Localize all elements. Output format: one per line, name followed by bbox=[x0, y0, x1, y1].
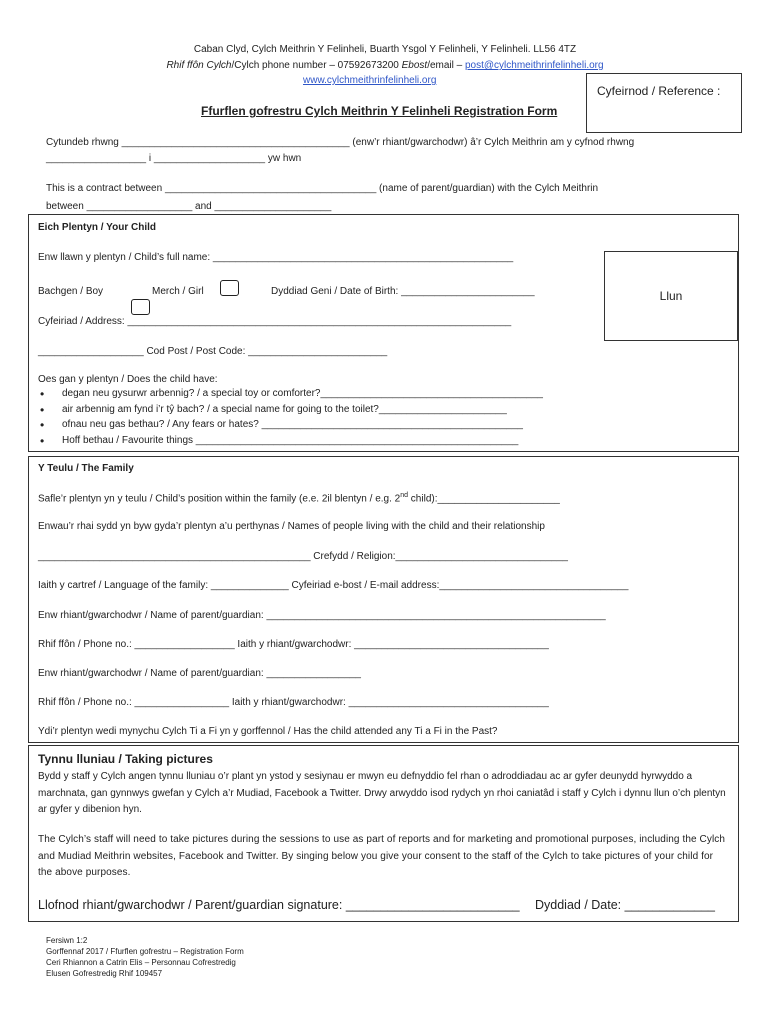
email-text: /email – bbox=[427, 60, 463, 71]
website-link[interactable]: www.cylchmeithrinfelinheli.org bbox=[303, 75, 437, 86]
parent-phone-2[interactable]: Rhif ffôn / Phone no.: _________________ Iaith y rhiant/gwarchodwr: ____________________________________ bbox=[38, 697, 549, 708]
signature-date-field[interactable]: Dyddiad / Date: _____________ bbox=[535, 898, 716, 912]
email-label: Ebost bbox=[401, 60, 428, 71]
contract-line-3: This is a contract between ______________________________________ (name of parent/guardian) with the Cylch Meithrin bbox=[46, 183, 599, 194]
pictures-welsh-text: Bydd y staff y Cylch angen tynnu lluniau o’r plant yn ystod y sesiynau er mwyn eu defnyddio fel rhan o adroddiadau ac ar gyfer deunydd hyrwyddo a marchnata, gan gynnwys gwefan y Cylch a’r Mudiad, Facebook a Twitter. Drwy arwyddo isod rydych yn rhoi caniatâd i staff y Cylch i dynnu llun o’ch plentyn ar gyfer y dibenion hyn. bbox=[38, 771, 726, 815]
family-heading: Y Teulu / The Family bbox=[38, 463, 134, 474]
child-postcode[interactable]: ___________________ Cod Post / Post Code: _________________________ bbox=[38, 346, 388, 357]
child-position-sup: nd bbox=[400, 492, 409, 499]
list-item[interactable]: • Hoff bethau / Favourite things __________________________________________________________ bbox=[38, 435, 543, 451]
photo-label: Llun bbox=[659, 289, 683, 303]
family-language[interactable]: Iaith y cartref / Language of the family: ______________ Cyfeiriad e-bost / E-mail address:__________________________________ bbox=[38, 580, 629, 591]
header-address: Caban Clyd, Cylch Meithrin Y Felinheli, Buarth Ysgol Y Felinheli, Y Felinheli. LL56 4TZ bbox=[193, 44, 577, 55]
boy-label: Bachgen / Boy bbox=[38, 286, 104, 297]
phone-label: Rhif ffôn Cylch bbox=[166, 60, 232, 71]
ti-a-fi-question[interactable]: Ydi’r plentyn wedi mynychu Cylch Ti a Fi yn y gorffennol / Has the child attended any Ti a Fi in the Past? bbox=[38, 726, 498, 737]
list-item[interactable]: • ofnau neu gas bethau? / Any fears or hates? _______________________________________________ bbox=[38, 419, 543, 435]
living-with: Enwau’r rhai sydd yn byw gyda’r plentyn a’u perthynas / Names of people living with the child and their relationship bbox=[38, 521, 545, 532]
child-position-end: child):______________________ bbox=[408, 493, 560, 505]
list-item[interactable]: • degan neu gysurwr arbennig? / a special toy or comforter?________________________________________ bbox=[38, 388, 543, 404]
list-item[interactable]: • air arbennig am fynd i’r tŷ bach? / a special name for going to the toilet?_______________________ bbox=[38, 404, 543, 420]
reference-label: Cyfeirnod / Reference : bbox=[597, 84, 721, 98]
girl-checkbox[interactable] bbox=[220, 280, 239, 296]
parent-name-1[interactable]: Enw rhiant/gwarchodwr / Name of parent/guardian: _____________________________________________________________ bbox=[38, 610, 606, 621]
contract-line-1: Cytundeb rhwng _________________________________________ (enw’r rhiant/gwarchodwr) â’r Cylch Meithrin am y cyfnod rhwng bbox=[46, 137, 635, 148]
footer-charity-number: Elusen Gofrestredig Rhif 109457 bbox=[46, 969, 163, 978]
religion[interactable]: _________________________________________________ Crefydd / Religion:_______________________________ bbox=[38, 551, 568, 562]
parent-name-2[interactable]: Enw rhiant/gwarchodwr / Name of parent/guardian: _________________ bbox=[38, 668, 361, 679]
email-link[interactable]: post@cylchmeithrinfelinheli.org bbox=[465, 60, 604, 71]
footer-date: Gorffennaf 2017 / Ffurflen gofrestru – Registration Form bbox=[46, 947, 244, 956]
child-position-text: Safle’r plentyn yn y teulu / Child’s position within the family (e.e. 2il blentyn / e.g. 2 bbox=[38, 493, 401, 505]
pictures-heading: Tynnu lluniau / Taking pictures bbox=[38, 752, 213, 766]
signature-field[interactable]: Llofnod rhiant/gwarchodwr / Parent/guardian signature: _________________________ bbox=[38, 898, 520, 912]
child-questions-list bbox=[38, 388, 543, 450]
girl-label: Merch / Girl bbox=[152, 286, 204, 297]
footer-version: Fersiwn 1:2 bbox=[46, 936, 88, 945]
child-full-name[interactable]: Enw llawn y plentyn / Child’s full name: ______________________________________________________ bbox=[38, 252, 514, 263]
form-title: Ffurflen gofrestru Cylch Meithrin Y Felinheli Registration Form bbox=[201, 104, 558, 118]
phone-text: /Cylch phone number – 07592673200 bbox=[231, 60, 399, 71]
header-contact-line bbox=[0, 60, 770, 71]
footer-registered-persons: Ceri Rhiannon a Catrin Elis – Personnau Cofrestredig bbox=[46, 958, 236, 967]
child-address[interactable]: Cyfeiriad / Address: _____________________________________________________________________ bbox=[38, 316, 512, 327]
date-of-birth[interactable]: Dyddiad Geni / Date of Birth: ________________________ bbox=[271, 286, 535, 297]
contract-line-4: between ___________________ and _____________________ bbox=[46, 201, 332, 212]
parent-phone-1[interactable]: Rhif ffôn / Phone no.: __________________ Iaith y rhiant/gwarchodwr: ___________________________________ bbox=[38, 639, 549, 650]
child-has-intro: Oes gan y plentyn / Does the child have: bbox=[38, 374, 218, 385]
boy-checkbox[interactable] bbox=[131, 299, 150, 315]
photo-box bbox=[604, 251, 738, 341]
pictures-english-text: The Cylch’s staff will need to take pictures during the sessions to use as part of reports and for marketing and promotional purposes, including the Cylch and Mudiad Meithrin websites, Facebook and Twitter. By singing below you give your consent to the staff of the Cylch to take pictures of your child for the above purposes. bbox=[38, 834, 726, 878]
reference-box[interactable] bbox=[586, 73, 742, 133]
contract-line-2: __________________ i ____________________ yw hwn bbox=[46, 153, 302, 164]
child-position[interactable] bbox=[38, 492, 560, 504]
child-heading: Eich Plentyn / Your Child bbox=[38, 222, 156, 233]
